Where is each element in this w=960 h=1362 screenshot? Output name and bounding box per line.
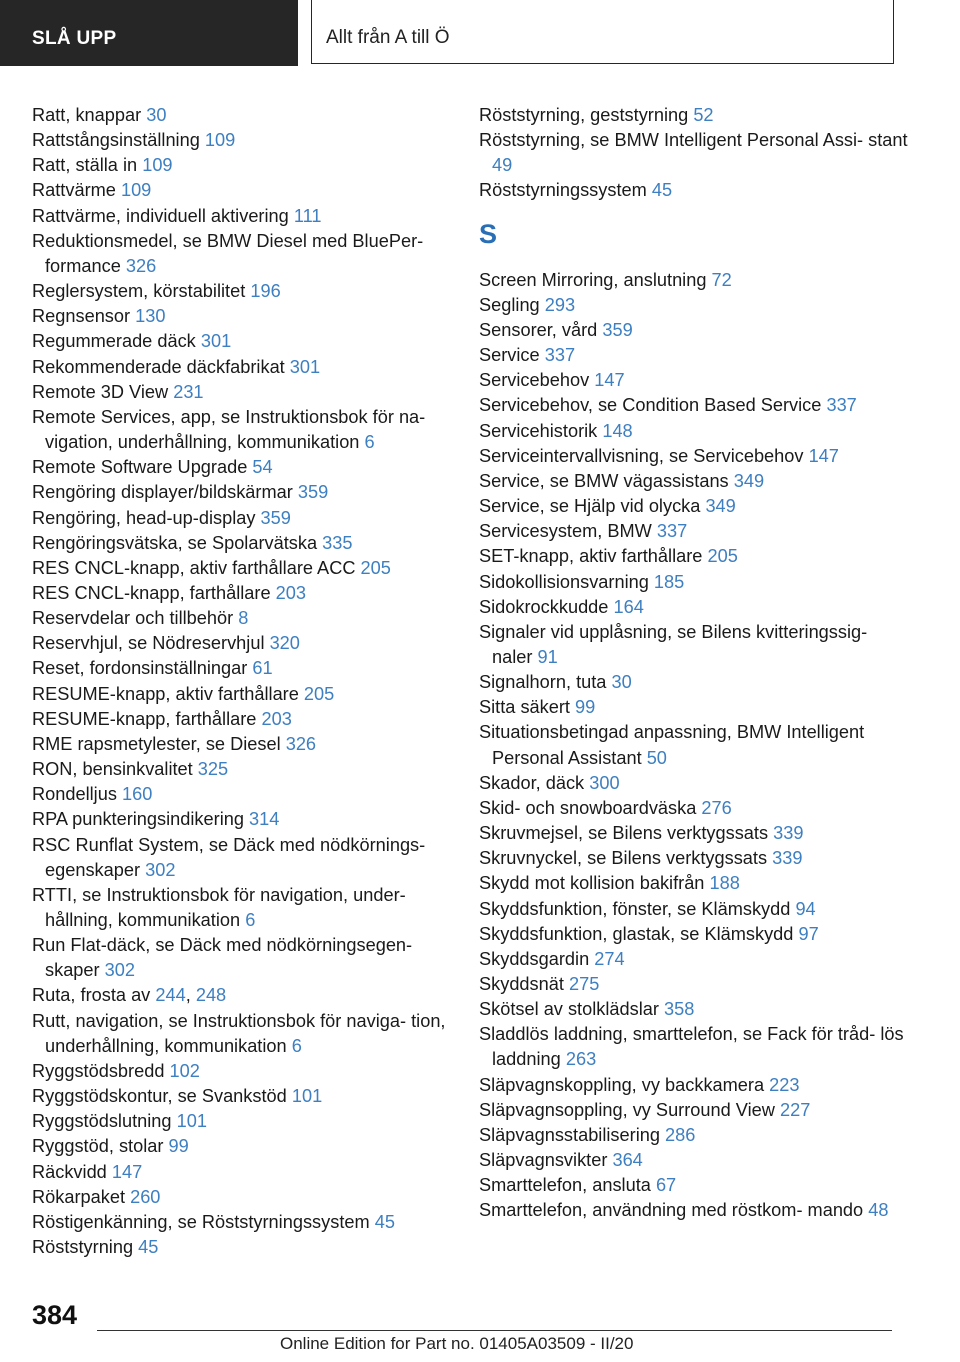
page-number: 384 [32, 1300, 78, 1330]
index-entry-text: Släpvagnskoppling, vy backkamera [479, 1074, 765, 1095]
page-reference-link[interactable]: 337 [826, 395, 857, 416]
index-entry-text: Reglersystem, körstabilitet [32, 281, 246, 302]
index-entry-text: Smarttelefon, användning med röstkom‐ mando [479, 1200, 864, 1221]
index-entry [479, 318, 909, 343]
index-column-right [479, 103, 909, 1224]
index-entry [32, 1134, 457, 1159]
index-entry [32, 556, 457, 581]
page-reference-link[interactable]: 314 [249, 809, 280, 830]
index-entry-text: Rutt, navigation, se Instruktionsbok för naviga‐ tion, underhållning, kommunikation [32, 1010, 446, 1056]
page-reference-link[interactable]: 359 [297, 482, 329, 503]
page-reference-link[interactable]: 50 [646, 747, 667, 768]
page-reference-link[interactable]: 339 [773, 823, 804, 844]
page-reference-link[interactable]: 101 [176, 1111, 207, 1132]
index-entry-text: Rökarpaket [32, 1186, 126, 1207]
index-entry [32, 355, 457, 380]
index-entry-text: RES CNCL-knapp, farthållare [32, 582, 271, 603]
index-entry [32, 153, 457, 178]
page-reference-link[interactable]: 109 [120, 180, 152, 201]
index-entry-text: Service [479, 345, 540, 366]
index-entry-text: Skruvmejsel, se Bilens verktygssats [479, 823, 769, 844]
page-reference-link[interactable]: 248 [195, 985, 227, 1006]
index-entry-text: Rengöring, head-up-display [32, 507, 256, 528]
index-entry-text: Röststyrningssystem [479, 180, 647, 201]
index-entry [32, 1059, 457, 1084]
page-reference-link[interactable]: 130 [135, 306, 166, 327]
page-reference-link[interactable]: 203 [261, 708, 292, 729]
index-entry [32, 757, 457, 782]
index-entry-text: Sladdlös laddning, smarttelefon, se Fack för tråd‐ lös laddning [479, 1024, 904, 1070]
index-entry [32, 480, 457, 505]
index-entry [479, 771, 909, 796]
index-entry-text: RME rapsmetylester, se Diesel [32, 733, 281, 754]
index-group-r [479, 103, 909, 204]
index-entry-text: Ryggstödskontur, se Svankstöd [32, 1086, 287, 1107]
index-entry [479, 1173, 909, 1198]
index-entry-text: Serviceintervallvisning, se Servicebehov [479, 445, 804, 466]
index-entry [32, 581, 457, 606]
index-entry [479, 695, 909, 720]
page-reference-link[interactable]: 203 [275, 582, 306, 603]
index-entry [32, 682, 457, 707]
index-entry [479, 947, 909, 972]
index-entry-text: RON, bensinkvalitet [32, 759, 193, 780]
page-reference-link[interactable]: 349 [705, 496, 736, 517]
index-entry-text: Skötsel av stolklädslar [479, 999, 659, 1020]
index-entry-text: Sitta säkert [479, 697, 570, 718]
index-entry-text: Ratt, knappar [32, 105, 142, 125]
page-reference-link[interactable]: 275 [569, 974, 600, 994]
index-entry [479, 343, 909, 368]
page-reference-link[interactable]: 61 [252, 658, 273, 679]
index-entry-text: Reduktionsmedel, se BMW Diesel med BluePer‐ formance [32, 230, 424, 276]
index-entry-text: Skador, däck [479, 772, 585, 793]
index-entry [32, 833, 457, 883]
page-reference-link[interactable]: 147 [594, 370, 625, 391]
index-entry-text: Remote Services, app, se Instruktionsbok för na‐ vigation, underhållning, kommunikation [32, 406, 426, 453]
index-entry [479, 871, 909, 896]
index-entry-text: Sensorer, vård [479, 319, 598, 340]
page-reference-link[interactable]: 6 [245, 910, 256, 930]
top-bar [0, 0, 960, 66]
page-reference-link[interactable]: 94 [795, 898, 816, 919]
page-reference-link[interactable]: 109 [204, 130, 236, 151]
page-reference-link[interactable]: 300 [589, 772, 620, 793]
index-entry [479, 178, 909, 203]
index-entry-text: RTTI, se Instruktionsbok för navigation, under‐ hållning, kommunikation [32, 884, 406, 930]
index-entry [479, 897, 909, 922]
index-entry [32, 229, 457, 279]
index-entry [32, 883, 457, 933]
section-tab-label: SLÅ UPP [32, 28, 117, 49]
page-reference-link[interactable]: 359 [260, 507, 291, 528]
page-reference-link[interactable]: 30 [611, 672, 632, 693]
page-reference-link[interactable]: 359 [602, 319, 633, 340]
index-entry-text: Sidokrockkudde [479, 596, 609, 617]
index-entry [479, 368, 909, 393]
footer-divider [97, 1330, 892, 1331]
index-entry [32, 933, 457, 983]
index-entry-text: Skyddsnät [479, 974, 564, 994]
index-entry [479, 997, 909, 1022]
index-entry-text: Service, se Hjälp vid olycka [479, 496, 701, 517]
index-entry-text: RPA punkteringsindikering [32, 809, 244, 830]
page-reference-link[interactable]: 101 [291, 1086, 323, 1107]
page-reference-link[interactable]: 364 [612, 1150, 643, 1171]
index-entry-text: Släpvagnsvikter [479, 1150, 608, 1171]
page-reference-link[interactable]: 227 [779, 1099, 811, 1120]
index-entry-text: Ryggstöd, stolar [32, 1136, 164, 1157]
index-entry-text: Röststyrning [32, 1237, 134, 1258]
index-entry [479, 972, 909, 997]
index-column-left [32, 103, 457, 1260]
index-entry [32, 1185, 457, 1210]
index-entry [479, 1073, 909, 1098]
page-reference-link[interactable]: 320 [269, 633, 300, 654]
index-entry-text: Sidokollisionsvarning [479, 571, 649, 592]
page-reference-link[interactable]: 325 [197, 759, 229, 780]
index-entry-text: Röststyrning, geststyrning [479, 105, 689, 125]
index-entry [479, 1098, 909, 1123]
page-reference-link[interactable]: 301 [200, 331, 232, 352]
page-reference-link[interactable]: 196 [250, 281, 281, 302]
index-entry-text: Rattstångsinställning [32, 130, 200, 151]
page-reference-link[interactable]: 52 [693, 105, 714, 125]
index-entry-text: Rattvärme [32, 180, 116, 201]
index-entry-text: Servicebehov, se Condition Based Service [479, 395, 822, 416]
page-reference-link[interactable]: 263 [565, 1049, 597, 1070]
page-reference-link[interactable]: 148 [602, 420, 633, 441]
index-entry [479, 419, 909, 444]
index-entry-text: Smarttelefon, ansluta [479, 1175, 651, 1196]
index-entry-text: Signaler vid upplåsning, se Bilens kvitteringssig‐ naler [479, 621, 868, 667]
index-entry-text: RESUME-knapp, aktiv farthållare [32, 683, 299, 704]
index-entry [479, 620, 909, 670]
index-entry-text: SET-knapp, aktiv farthållare [479, 546, 703, 567]
index-entry-text: Skruvnyckel, se Bilens verktygssats [479, 848, 768, 869]
page-reference-link[interactable]: 48 [868, 1200, 889, 1221]
page-reference-link[interactable]: 302 [145, 859, 176, 880]
index-entry [32, 329, 457, 354]
index-entry-text: Rengöringsvätska, se Spolarvätska [32, 532, 318, 553]
index-entry-text: Ryggstödsbredd [32, 1060, 165, 1081]
page-reference-link[interactable]: 67 [655, 1175, 677, 1196]
index-entry [479, 103, 909, 128]
index-entry [32, 405, 457, 455]
page-reference-link[interactable]: 276 [701, 797, 732, 818]
page-reference-link[interactable]: 349 [733, 470, 765, 491]
index-entry [32, 455, 457, 480]
index-entry [479, 670, 909, 695]
page-reference-link[interactable]: 8 [238, 608, 249, 629]
index-entry-text: Ryggstödslutning [32, 1111, 172, 1132]
index-entry [479, 268, 909, 293]
page-reference-link[interactable]: 231 [173, 381, 204, 402]
page-reference-link[interactable]: 205 [360, 557, 391, 578]
index-entry [479, 595, 909, 620]
page-reference-link[interactable]: 109 [142, 155, 173, 176]
index-entry [32, 304, 457, 329]
page-reference-link[interactable]: 223 [769, 1074, 800, 1095]
index-entry [32, 807, 457, 832]
page-reference-link[interactable]: 54 [252, 457, 273, 478]
index-entry [32, 1109, 457, 1134]
index-entry [479, 469, 909, 494]
section-tab[interactable] [0, 0, 298, 66]
index-entry [479, 1022, 909, 1072]
index-entry-text: RESUME-knapp, farthållare [32, 708, 257, 729]
page-reference-link[interactable]: 30 [146, 105, 167, 125]
index-entry-text: Remote 3D View [32, 381, 169, 402]
page-reference-link[interactable]: 339 [772, 848, 803, 869]
index-entry [479, 570, 909, 595]
index-entry [32, 1235, 457, 1260]
index-entry-text: RSC Runflat System, se Däck med nödkörnings‐ egenskaper [32, 834, 426, 880]
index-entry-text: Skyddsfunktion, fönster, se Klämskydd [479, 898, 791, 919]
index-entry-text: Räckvidd [32, 1161, 107, 1182]
page-reference-link[interactable]: 302 [104, 960, 136, 981]
index-entry [32, 531, 457, 556]
index-entry [32, 1210, 457, 1235]
index-entry [32, 178, 457, 203]
page-reference-link[interactable]: 111 [293, 205, 322, 226]
index-entry: Ruta, frosta av 244, 248 [32, 985, 227, 1006]
page-reference-link[interactable]: 335 [322, 532, 353, 553]
page-reference-link[interactable]: 6 [364, 432, 375, 453]
page-reference-link[interactable]: 147 [111, 1161, 143, 1182]
index-entry [479, 922, 909, 947]
chapter-tab[interactable] [311, 0, 894, 64]
index-entry [32, 732, 457, 757]
index-entry-text: Röstigenkänning, se Röststyrningssystem [32, 1211, 370, 1232]
index-entry [32, 656, 457, 681]
page-reference-link[interactable]: 49 [492, 155, 513, 176]
index-entry [32, 380, 457, 405]
index-entry-text: Rekommenderade däckfabrikat [32, 356, 285, 377]
index-entry-text: Reservhjul, se Nödreservhjul [32, 633, 265, 654]
page-reference-link[interactable]: 301 [289, 356, 321, 377]
index-entry-text: Servicehistorik [479, 420, 598, 441]
page-reference-link[interactable]: 337 [544, 345, 576, 366]
page-reference-link[interactable]: 326 [125, 255, 157, 276]
index-entry-text: Rengöring displayer/bildskärmar [32, 482, 293, 503]
index-entry [32, 606, 457, 631]
index-entry-text: Skyddsgardin [479, 948, 590, 969]
index-entry [32, 631, 457, 656]
index-entry [32, 103, 457, 128]
index-entry [479, 393, 909, 418]
page-reference-link[interactable]: 205 [707, 546, 738, 567]
index-entry [479, 128, 909, 178]
index-entry-text: Regummerade däck [32, 331, 196, 352]
page-reference-link[interactable]: 99 [168, 1136, 189, 1157]
page-reference-link[interactable]: 326 [285, 733, 317, 754]
index-entry [479, 1123, 909, 1148]
index-entry-text: Rattvärme, individuell aktivering [32, 205, 289, 226]
index-entry [32, 279, 457, 304]
page-reference-link[interactable]: 185 [653, 571, 685, 592]
index-entry-text: Skid- och snowboardväska [479, 797, 697, 818]
index-entry-text: Screen Mirroring, anslutning [479, 269, 707, 290]
index-entry-text: Segling [479, 294, 540, 315]
page-reference-link[interactable]: 244 [155, 985, 186, 1006]
page-reference-link[interactable]: 205 [303, 683, 335, 704]
index-entry [32, 1160, 457, 1185]
page-reference-link[interactable]: 164 [613, 596, 644, 617]
footer-edition-text: Online Edition for Part no. 01405A03509 - II/20 [280, 1334, 634, 1353]
page-reference-link[interactable]: 274 [594, 948, 625, 969]
index-entry [479, 519, 909, 544]
page-reference-link[interactable]: 160 [122, 784, 153, 805]
index-entry [479, 796, 909, 821]
page-reference-link[interactable]: 358 [664, 999, 695, 1020]
index-entry [479, 821, 909, 846]
index-entry-text: Service, se BMW vägassistans [479, 470, 729, 491]
page-reference-link[interactable]: 337 [656, 521, 688, 542]
index-entry [32, 128, 457, 153]
page-reference-link[interactable]: 91 [537, 646, 558, 667]
index-entry-text: Skydd mot kollision bakifrån [479, 873, 705, 894]
index-entry-text: Släpvagnsoppling, vy Surround View [479, 1099, 775, 1120]
index-entry [479, 846, 909, 871]
index-entry-text: Röststyrning, se BMW Intelligent Personal Assi‐ stant [479, 130, 908, 151]
index-entry-text: Situationsbetingad anpassning, BMW Intelligent Personal Assistant [479, 722, 865, 768]
page-reference-link[interactable]: 102 [169, 1060, 200, 1081]
index-entry [32, 1084, 457, 1109]
page-reference-link[interactable]: 286 [665, 1124, 696, 1145]
page-reference-link[interactable]: 293 [544, 294, 576, 315]
index-entry [479, 494, 909, 519]
index-group-s [479, 268, 909, 1224]
index-entry-text: Remote Software Upgrade [32, 457, 248, 478]
index-entry-text: Ruta, frosta av [32, 985, 151, 1006]
index-entry-text: RES CNCL-knapp, aktiv farthållare ACC [32, 557, 356, 578]
page-reference-link[interactable]: 45 [374, 1211, 395, 1232]
page-reference-link[interactable]: 260 [130, 1186, 161, 1207]
index-entry [479, 1198, 909, 1223]
index-entry-text: Reservdelar och tillbehör [32, 608, 234, 629]
page-reference-link[interactable]: 6 [291, 1035, 302, 1056]
index-entry [32, 1009, 457, 1059]
page-reference-link[interactable]: 45 [651, 180, 673, 201]
index-entry [479, 444, 909, 469]
index-entry-text: Run Flat-däck, se Däck med nödkörningsegen‐ skaper [32, 935, 413, 981]
page-reference-link[interactable]: 188 [709, 873, 740, 894]
index-entry [32, 506, 457, 531]
index-entry [32, 707, 457, 732]
index-entry [479, 720, 909, 770]
index-entry-text: Ratt, ställa in [32, 155, 138, 176]
page-reference-link[interactable]: 99 [575, 697, 596, 718]
index-entry-text: Släpvagnsstabilisering [479, 1124, 660, 1145]
index-entry-text: Regnsensor [32, 306, 131, 327]
index-entry-text: Reset, fordonsinställningar [32, 658, 248, 679]
index-entry [479, 1148, 909, 1173]
index-entry [32, 782, 457, 807]
chapter-tab-label: Allt från A till Ö [326, 27, 450, 48]
page-reference-link[interactable]: 97 [798, 923, 819, 944]
index-entry-text: Skyddsfunktion, glastak, se Klämskydd [479, 923, 794, 944]
index-entry [479, 544, 909, 569]
index-entry-text: Signalhorn, tuta [479, 672, 607, 693]
page-reference-link[interactable]: 45 [138, 1237, 159, 1258]
index-entry [479, 293, 909, 318]
page-reference-link[interactable]: 147 [808, 445, 839, 466]
index-entry-text: Servicebehov [479, 370, 590, 391]
index-entry [32, 204, 457, 229]
section-letter-heading: S [479, 218, 498, 249]
index-entry-text: Rondelljus [32, 784, 117, 805]
page-reference-link[interactable]: 72 [711, 269, 732, 290]
index-entry-text: Servicesystem, BMW [479, 521, 652, 542]
